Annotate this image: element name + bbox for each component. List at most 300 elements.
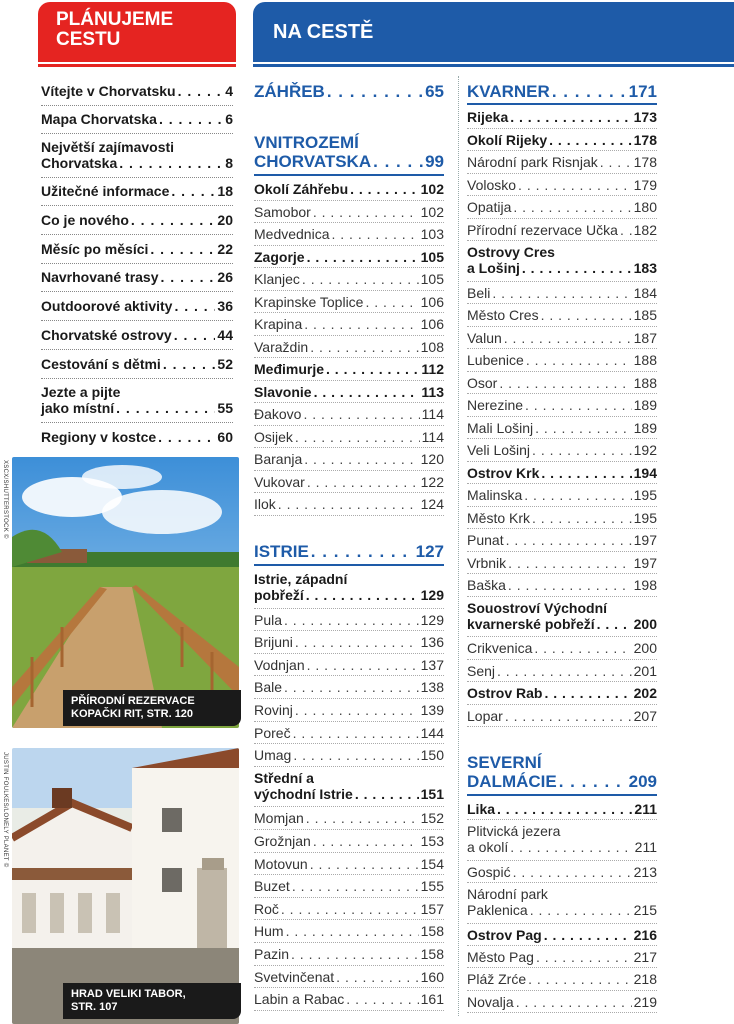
entry-line [254,451,444,467]
section-heading-line: VNITROZEMÍ [254,133,359,152]
leader-dots [510,839,632,855]
toc-entry[interactable] [254,226,444,242]
leader-dots [313,833,419,849]
toc-entry[interactable] [254,339,444,355]
entry-separator [467,483,657,484]
page-number: 137 [420,656,444,673]
section-heading-line: SEVERNÍ [467,753,542,772]
entry-label: Regiony v kostce [41,429,157,445]
page-number: 102 [420,181,444,197]
entry-line [467,663,657,679]
entry-line [254,612,444,628]
leader-dots [373,152,423,171]
section-heading[interactable] [254,82,444,101]
entry-line [467,927,657,943]
entry-label: Varaždin [254,338,309,355]
entry-line [41,400,233,416]
entry-line [467,949,657,965]
section-heading-label: CHORVATSKA [254,152,372,171]
entry-separator [254,698,444,699]
page-number: 44 [217,327,233,343]
leader-dots [161,269,216,285]
entry-separator [254,653,444,654]
toc-entry[interactable] [41,384,233,416]
entry-separator [467,882,657,883]
toc-entry[interactable] [254,406,444,422]
toc-entry[interactable] [41,183,233,199]
entry-label: Pula [254,611,283,628]
entry-separator [254,897,444,898]
page-number: 200 [633,615,657,632]
entry-label: Lopar [467,707,503,724]
toc-entry[interactable] [41,327,233,343]
entry-separator [254,335,444,336]
toc-entry[interactable] [254,747,444,763]
toc-entry[interactable] [254,271,444,287]
toc-entry[interactable] [41,241,233,257]
leader-dots [516,994,632,1010]
entry-label: Krapinske Toplice [254,293,364,310]
page-number: 103 [420,226,444,242]
entry-label: Co je nového [41,212,129,228]
toc-entry[interactable] [467,154,657,170]
toc-entry[interactable] [467,244,657,276]
entry-label: Chorvatska [41,155,118,171]
entry-line [254,969,444,985]
toc-entry[interactable] [467,330,657,346]
toc-separator [41,378,233,379]
toc-entry[interactable] [467,307,657,323]
page-number: 129 [420,611,444,628]
page-number: 124 [420,496,444,512]
toc-entry[interactable] [254,451,444,467]
toc-entry[interactable] [254,833,444,849]
leader-dots [508,555,631,571]
toc-separator [41,105,233,106]
entry-label: Medvednica [254,226,330,242]
toc-entry[interactable] [254,361,444,377]
leader-dots [513,864,632,880]
toc-entry[interactable] [467,222,657,238]
section-heading-label: ISTRIE [254,542,309,561]
leader-dots [295,634,419,650]
entry-label: Ostrov Krk [467,464,540,481]
entry-label: Gospić [467,863,511,880]
page-number: 60 [217,429,233,445]
page-number: 112 [421,361,444,377]
toc-entry[interactable] [41,356,233,372]
toc-entry[interactable] [254,571,444,603]
page-number: 185 [633,307,657,323]
entry-label: Vítejte v Chorvatsku [41,83,176,99]
toc-entry[interactable] [254,946,444,962]
entry-line [467,839,657,855]
red-rule [38,64,236,67]
toc-entry[interactable] [467,397,657,413]
entry-label: Ostrov Pag [467,926,542,943]
page-number: 52 [217,356,233,372]
toc-entry[interactable] [467,375,657,391]
entry-separator [467,596,657,597]
toc-entry[interactable] [467,685,657,701]
entry-line [254,429,444,445]
entry-separator [254,965,444,966]
entry-line [254,810,444,826]
entry-line [467,994,657,1010]
leader-dots [513,199,631,215]
entry-label: Vrbnik [467,554,507,571]
toc-entry[interactable] [254,294,444,310]
toc-entry[interactable] [467,487,657,503]
section-page-number: 209 [628,772,657,791]
page-number: 161 [420,991,444,1008]
page-number: 139 [420,702,444,718]
toc-entry[interactable] [467,927,657,943]
page-number: 120 [420,451,444,467]
entry-label: kvarnerské pobřeží [467,615,595,632]
entry-line [41,298,233,314]
entry-label: Mapa Chorvatska [41,111,157,127]
section-heading[interactable] [467,753,657,791]
toc-entry[interactable] [254,316,444,332]
toc-entry[interactable] [467,465,657,481]
entry-line [41,327,233,343]
toc-separator [41,205,233,206]
toc-entry[interactable] [254,702,444,718]
toc-entry[interactable] [41,298,233,314]
entry-label: Město Krk [467,509,531,526]
page-number: 114 [421,428,444,445]
entry-line [467,285,657,301]
toc-entry[interactable] [254,770,444,802]
entry-line [467,352,657,368]
toc-entry[interactable] [467,510,657,526]
page-number: 105 [420,271,444,287]
entry-line [254,657,444,673]
leader-dots [174,327,216,343]
entry-label-line: Plitvická jezera [467,823,561,840]
entry-line [254,294,444,310]
toc-entry[interactable] [467,199,657,215]
leader-dots [336,969,418,985]
page-number: 106 [420,293,444,310]
leader-dots [278,496,419,512]
entry-separator [467,528,657,529]
entry-line [41,241,233,257]
toc-entry[interactable] [254,923,444,939]
page-number: 173 [633,109,657,125]
leader-dots [536,949,632,965]
toc-entry[interactable] [41,269,233,285]
leader-dots [304,451,418,467]
leader-dots [281,901,419,917]
section-heading[interactable] [254,133,444,171]
page-number: 178 [633,154,657,170]
entry-label: Baranja [254,451,303,467]
entry-separator [467,218,657,219]
toc-entry[interactable] [254,725,444,741]
toc-entry[interactable] [467,971,657,987]
leader-dots [116,400,215,416]
section-page-number: 65 [425,82,444,101]
entry-line [467,465,657,481]
entry-label: Rijeka [467,109,509,125]
boardwalk-image [12,457,239,728]
toc-entry[interactable] [254,810,444,826]
toc-entry[interactable] [467,577,657,593]
entry-label: Pláž Zrće [467,971,527,988]
page-number: 6 [225,111,233,127]
entry-label: Užitečné informace [41,183,170,199]
entry-separator [254,402,444,403]
entry-label: Lika [467,801,496,817]
leader-dots [355,786,419,802]
page-number: 192 [633,442,657,458]
page-number: 153 [420,833,444,849]
entry-label: Zagorje [254,248,305,265]
entry-separator [467,860,657,861]
entry-label: Chorvatské ostrovy [41,327,172,343]
leader-dots [314,384,420,400]
toc-entry[interactable] [41,139,233,171]
page-number: 36 [217,298,233,314]
entry-label: Krapina [254,316,303,332]
entry-line [254,316,444,332]
entry-label-line: Istrie, západní [254,571,348,587]
entry-label: Klanjec [254,271,300,287]
toc-entry[interactable] [467,352,657,368]
entry-label: Mali Lošinj [467,419,534,436]
leader-dots [518,177,632,193]
entry-line [254,204,444,220]
entry-line [254,634,444,650]
page-number: 213 [633,863,657,880]
entry-separator [254,630,444,631]
leader-dots [559,772,627,791]
toc-separator [41,234,233,235]
entry-label: Punat [467,532,504,548]
page-number: 160 [420,968,444,985]
entry-label: Motovun [254,855,308,872]
leader-dots [552,82,627,101]
entry-line [467,154,657,170]
entry-line [41,83,233,99]
entry-separator [254,290,444,291]
entry-line [467,555,657,571]
column-divider [458,76,459,1016]
leader-dots [292,878,419,894]
leader-dots [541,465,631,481]
toc-entry[interactable] [467,600,657,632]
toc-entry[interactable] [254,901,444,917]
toc-entry[interactable] [254,612,444,628]
toc-entry[interactable] [254,181,444,197]
toc-entry[interactable] [254,969,444,985]
leader-dots [505,708,632,724]
page-number: 129 [420,587,444,603]
toc-entry[interactable] [467,132,657,148]
page-number: 154 [420,855,444,872]
entry-separator [254,675,444,676]
leader-dots [150,241,215,257]
page-number: 195 [633,509,657,526]
page-number: 105 [420,248,444,265]
toc-entry[interactable] [41,83,233,99]
entry-label: Okolí Rijeky [467,131,548,148]
entry-line [467,132,657,148]
entry-label: Malinska [467,487,523,503]
entry-line [467,199,657,215]
toc-entry[interactable] [467,640,657,656]
leader-dots [510,109,631,125]
toc-entry[interactable] [467,532,657,548]
toc-entry[interactable] [254,657,444,673]
leader-dots [504,330,632,346]
entry-label: Grožnjan [254,833,311,849]
entry-separator [467,348,657,349]
section-heading-line [467,82,657,101]
page-number: 201 [633,662,657,679]
toc-entry[interactable] [254,878,444,894]
toc-entry[interactable] [467,708,657,724]
entry-label: Đakovo [254,406,302,422]
entry-separator [467,438,657,439]
entry-label: Poreč [254,724,291,741]
entry-separator [254,806,444,807]
entry-separator [254,919,444,920]
toc-entry[interactable] [41,212,233,228]
entry-line [467,330,657,346]
toc-entry[interactable] [467,864,657,880]
page-number: 197 [633,532,657,548]
toc-entry[interactable] [467,109,657,125]
entry-separator [467,150,657,151]
entry-separator [467,819,657,820]
section-underline [467,794,657,796]
entry-separator [467,704,657,705]
entry-line [41,212,233,228]
leader-dots [159,111,223,127]
leader-dots [499,375,631,391]
leader-dots [508,577,632,593]
entry-separator [467,371,657,372]
leader-dots [158,429,215,445]
leader-dots [306,587,419,603]
entry-label: Přírodní rezervace Učka [467,221,618,238]
page-number: 188 [633,374,657,391]
entry-separator [254,492,444,493]
toc-entry[interactable] [467,285,657,301]
entry-label: Veli Lošinj [467,442,531,458]
toc-entry[interactable] [254,204,444,220]
page-number: 158 [420,946,444,962]
entry-label: Národní park Risnjak [467,154,598,170]
entry-separator [254,942,444,943]
leader-dots [497,663,632,679]
toc-entry[interactable] [254,429,444,445]
entry-separator [467,506,657,507]
toc-entry[interactable] [254,474,444,490]
page-number: 108 [420,338,444,355]
entry-label: Město Cres [467,307,539,323]
entry-separator [467,326,657,327]
entry-line [254,587,444,603]
toc-entry[interactable] [254,679,444,695]
photo1-caption: PŘÍRODNÍ REZERVACE KOPAČKI RIT, STR. 120 [63,690,241,726]
toc-separator [41,263,233,264]
entry-label: Opatija [467,199,512,215]
entry-separator [254,743,444,744]
on-the-road-tab-title: NA CESTĚ [273,21,374,43]
page-number: 184 [633,284,657,301]
leader-dots [544,927,632,943]
page-number: 202 [633,685,657,701]
entry-separator [254,766,444,767]
entry-line [254,271,444,287]
entry-label: Rovinj [254,702,293,718]
leader-dots [310,339,418,355]
leader-dots [532,510,632,526]
leader-dots [286,923,419,939]
toc-entry[interactable] [254,634,444,650]
toc-entry[interactable] [467,994,657,1010]
toc-entry[interactable] [254,991,444,1007]
toc-entry[interactable] [254,249,444,265]
entry-line [467,616,657,632]
page-number: 187 [633,329,657,346]
entry-label: jako místní [41,400,115,416]
page-number: 211 [634,839,657,856]
entry-line [254,361,444,377]
entry-separator [467,240,657,241]
entry-label: Umag [254,747,292,764]
entry-label: Paklenica [467,902,528,919]
toc-entry[interactable] [467,886,657,918]
section-heading[interactable] [467,82,657,101]
entry-label: Samobor [254,203,311,220]
toc-entry[interactable] [467,177,657,193]
toc-entry[interactable] [467,823,657,855]
toc-entry[interactable] [467,949,657,965]
page-number: 102 [420,203,444,220]
entry-line [254,946,444,962]
toc-entry[interactable] [254,856,444,872]
toc-entry[interactable] [467,442,657,458]
toc-entry[interactable] [41,111,233,127]
toc-separator [41,320,233,321]
toc-separator [41,291,233,292]
leader-dots [530,902,632,918]
page-number: 152 [420,810,444,827]
toc-entry[interactable] [467,555,657,571]
section-tab-on-the-road [253,2,734,62]
entry-label: Osor [467,374,498,391]
toc-entry[interactable] [254,496,444,512]
toc-entry[interactable] [41,429,233,445]
page-number: 197 [633,554,657,571]
entry-line [254,725,444,741]
entry-line [254,747,444,763]
entry-label: Okolí Záhřebu [254,181,349,197]
toc-entry[interactable] [467,663,657,679]
entry-line [467,222,657,238]
toc-entry[interactable] [467,420,657,436]
toc-entry[interactable] [254,384,444,400]
entry-separator [254,987,444,988]
section-heading[interactable] [254,542,444,561]
toc-entry[interactable] [467,801,657,817]
entry-label: Senj [467,662,496,679]
